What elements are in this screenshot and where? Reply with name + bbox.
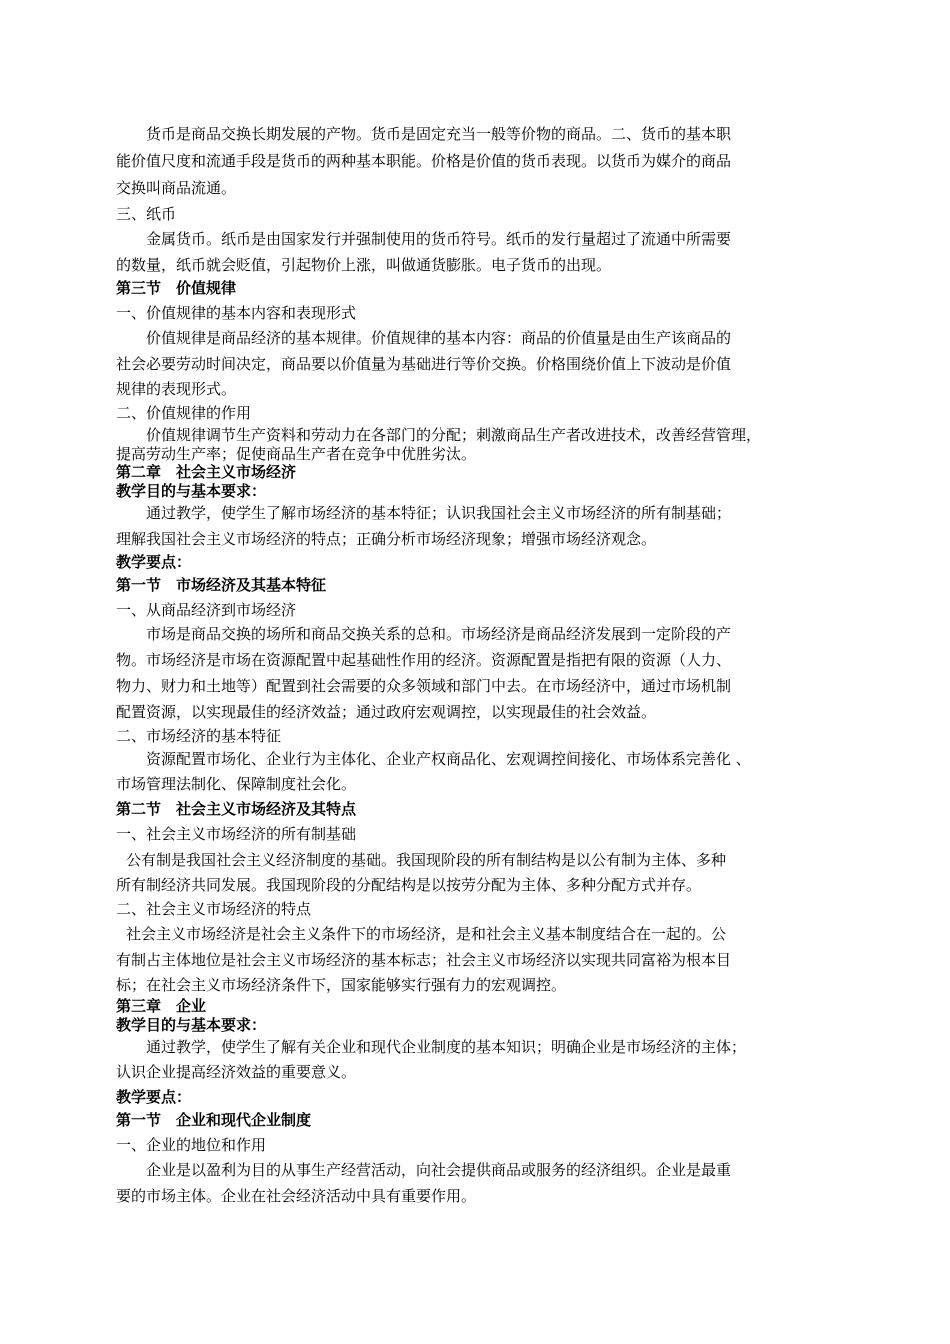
paragraph-line: 的数量，纸币就会贬值，引起物价上涨，叫做通货膨胀。电子货币的出现。 (116, 256, 612, 274)
key-points-heading: 教学要点： (116, 553, 192, 571)
paragraph-line: 物力、财力和土地等）配置到社会需要的众多领域和部门中去。在市场经济中，通过市场机制 (116, 677, 732, 695)
section-heading: 第一节 市场经济及其基本特征 (116, 576, 327, 594)
paragraph-line: 金属货币。纸币是由国家发行并强制使用的货币符号。纸币的发行量超过了流通中所需要 (146, 230, 732, 248)
subheading: 二、市场经济的基本特征 (116, 727, 282, 745)
paragraph-line: 理解我国社会主义市场经济的特点；正确分析市场经济现象；增强市场经济观念。 (116, 530, 657, 548)
paragraph-line: 资源配置市场化、企业行为主体化、企业产权商品化、宏观调控间接化、市场体系完善化 、 (146, 750, 751, 768)
paragraph-line: 价值规律调节生产资料和劳动力在各部门的分配；刺激商品生产者改进技术，改善经营管理， (146, 426, 762, 444)
subheading: 三、纸币 (116, 205, 177, 223)
paragraph-line: 企业是以盈利为目的从事生产经营活动，向社会提供商品或服务的经济组织。企业是最重 (146, 1161, 732, 1179)
objectives-heading: 教学目的与基本要求： (116, 1016, 267, 1034)
paragraph-line: 有制占主体地位是社会主义市场经济的基本标志；社会主义市场经济以实现共同富裕为根本目 (116, 951, 732, 969)
paragraph-line: 提高劳动生产率；促使商品生产者在竞争中优胜劣汰。 (116, 445, 477, 463)
objectives-heading: 教学目的与基本要求： (116, 482, 267, 500)
paragraph-line: 标；在社会主义市场经济条件下，国家能够实行强有力的宏观调控。 (116, 976, 567, 994)
subheading: 二、价值规律的作用 (116, 404, 252, 422)
paragraph-line: 公有制是我国社会主义经济制度的基础。我国现阶段的所有制结构是以公有制为主体、多种 (126, 851, 727, 869)
paragraph-line: 所有制经济共同发展。我国现阶段的分配结构是以按劳分配为主体、多种分配方式并存。 (116, 876, 702, 894)
paragraph-line: 市场管理法制化、保障制度社会化。 (116, 775, 357, 793)
paragraph-line: 社会必要劳动时间决定，商品要以价值量为基础进行等价交换。价格围绕价值上下波动是价值 (116, 355, 732, 373)
paragraph-line: 市场是商品交换的场所和商品交换关系的总和。市场经济是商品经济发展到一定阶段的产 (146, 625, 732, 643)
section-heading: 第一节 企业和现代企业制度 (116, 1111, 312, 1129)
subheading: 二、社会主义市场经济的特点 (116, 900, 312, 918)
paragraph-line: 配置资源，以实现最佳的经济效益；通过政府宏观调控，以实现最佳的社会效益。 (116, 703, 657, 721)
paragraph-line: 规律的表现形式。 (116, 380, 237, 398)
paragraph-line: 价值规律是商品经济的基本规律。价值规律的基本内容：商品的价值量是由生产该商品的 (146, 329, 732, 347)
paragraph-line: 通过教学，使学生了解市场经济的基本特征；认识我国社会主义市场经济的所有制基础； (146, 504, 732, 522)
key-points-heading: 教学要点： (116, 1088, 192, 1106)
section-heading: 第三节 价值规律 (116, 279, 237, 297)
paragraph-line: 货币是商品交换长期发展的产物。货币是固定充当一般等价物的商品。二、货币的基本职 (146, 125, 732, 143)
paragraph-line: 能价值尺度和流通手段是货币的两种基本职能。价格是价值的货币表现。以货币为媒介的商品 (116, 152, 732, 170)
paragraph-line: 社会主义市场经济是社会主义条件下的市场经济，是和社会主义基本制度结合在一起的。公 (126, 925, 727, 943)
section-heading: 第二节 社会主义市场经济及其特点 (116, 800, 357, 818)
paragraph-line: 交换叫商品流通。 (116, 179, 237, 197)
subheading: 一、价值规律的基本内容和表现形式 (116, 304, 357, 322)
paragraph-line: 通过教学，使学生了解有关企业和现代企业制度的基本知识；明确企业是市场经济的主体； (146, 1038, 747, 1056)
chapter-heading: 第二章 社会主义市场经济 (116, 463, 297, 481)
chapter-heading: 第三章 企业 (116, 997, 207, 1015)
paragraph-line: 物。市场经济是市场在资源配置中起基础性作用的经济。资源配置是指把有限的资源（人力、 (116, 651, 732, 669)
subheading: 一、社会主义市场经济的所有制基础 (116, 825, 357, 843)
paragraph-line: 认识企业提高经济效益的重要意义。 (116, 1063, 357, 1081)
subheading: 一、从商品经济到市场经济 (116, 601, 297, 619)
subheading: 一、企业的地位和作用 (116, 1136, 267, 1154)
paragraph-line: 要的市场主体。企业在社会经济活动中具有重要作用。 (116, 1187, 477, 1205)
